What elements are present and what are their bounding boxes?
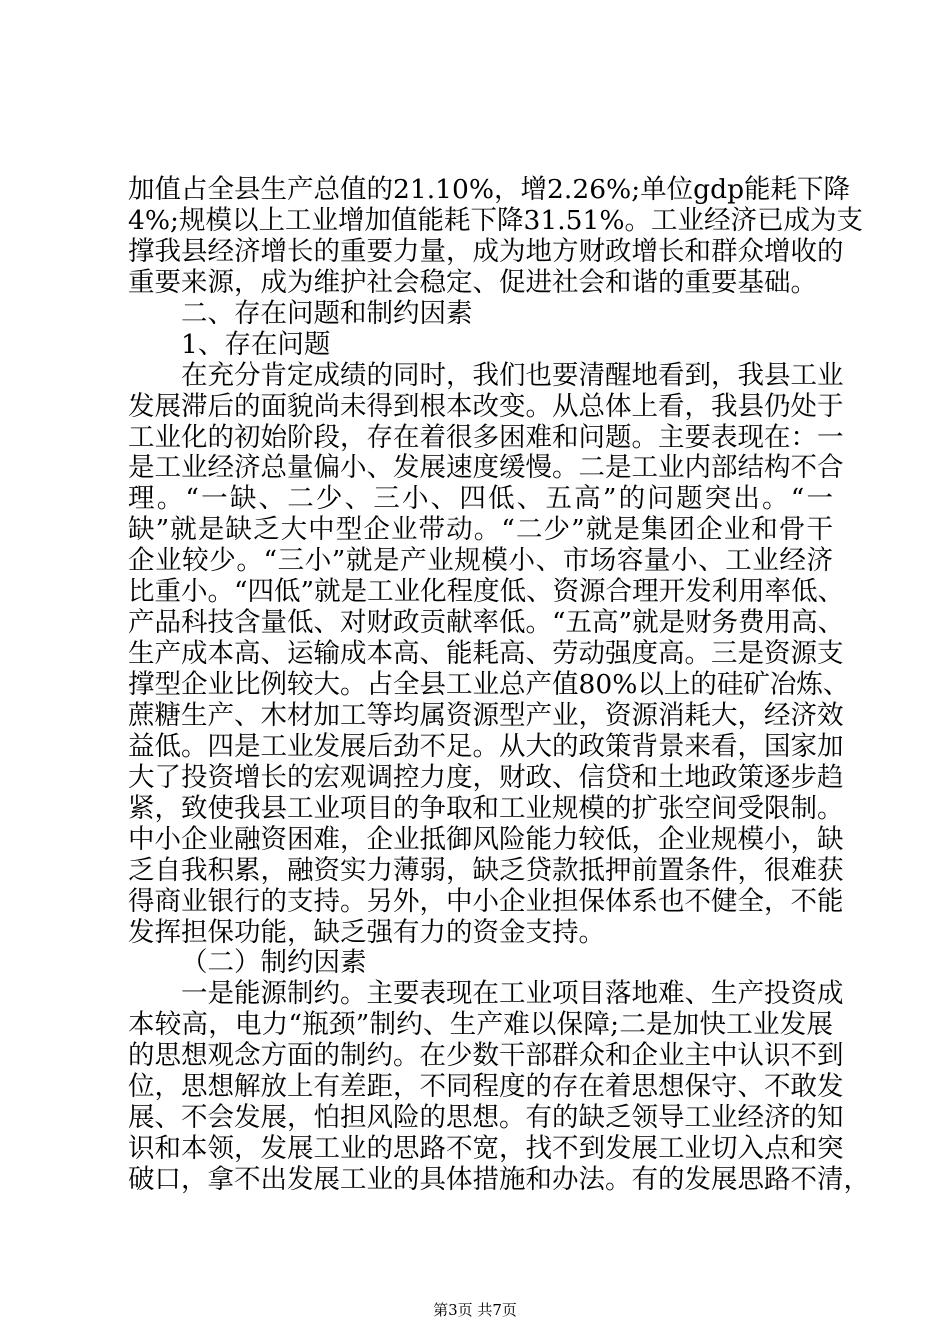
- text-line: 撑我县经济增长的重要力量，成为地方财政增长和群众增收的: [128, 235, 844, 267]
- text-line: 1、存在问题: [181, 328, 331, 360]
- text-line: 撑型企业比例较大。占全县工业总产值80%以上的硅矿冶炼、: [128, 669, 850, 700]
- text-line: 生产成本高、运输成本高、能耗高、劳动强度高。三是资源支: [128, 638, 844, 670]
- text-line: 蔗糖生产、木材加工等均属资源型产业，资源消耗大，经济效: [128, 699, 844, 731]
- text-line: 乏自我积累，融资实力薄弱，缺乏贷款抵押前置条件，很难获: [128, 854, 844, 886]
- text-line: 二、存在问题和制约因素: [181, 297, 473, 329]
- text-line: 得商业银行的支持。另外，中小企业担保体系也不健全，不能: [128, 885, 844, 917]
- text-line: 一是能源制约。主要表现在工业项目落地难、生产投资成: [181, 978, 844, 1010]
- text-line: 益低。四是工业发展后劲不足。从大的政策背景来看，国家加: [128, 730, 844, 762]
- text-line: （二）制约因素: [181, 947, 367, 979]
- text-line: 重要来源，成为维护社会稳定、促进社会和谐的重要基础。: [128, 266, 817, 298]
- text-line: 大了投资增长的宏观调控力度，财政、信贷和土地政策逐步趋: [128, 761, 844, 793]
- text-line: 4%;规模以上工业增加值能耗下降31.51%。工业经济已成为支: [128, 204, 864, 236]
- text-line: 的思想观念方面的制约。在少数干部群众和企业主中认识不到: [128, 1040, 844, 1072]
- text-line: 识和本领，发展工业的思路不宽，找不到发展工业切入点和突: [128, 1133, 844, 1165]
- text-line: 理。“一缺、二少、三小、四低、五高”的问题突出。“一: [128, 483, 833, 515]
- text-line: 紧，致使我县工业项目的争取和工业规模的扩张空间受限制。: [128, 792, 844, 824]
- page-number-label: 第3页 共7页: [433, 1301, 517, 1319]
- text-line: 产品科技含量低、对财政贡献率低。“五高”就是财务费用高、: [128, 607, 845, 639]
- page-footer: [0, 1300, 950, 1320]
- text-line: 在充分肯定成绩的同时，我们也要清醒地看到，我县工业: [181, 359, 844, 391]
- text-line: 位，思想解放上有差距，不同程度的存在着思想保守、不敢发: [128, 1071, 844, 1103]
- document-body: [128, 174, 870, 1196]
- text-line: 是工业经济总量偏小、发展速度缓慢。二是工业内部结构不合: [128, 452, 844, 484]
- text-line: 中小企业融资困难，企业抵御风险能力较低，企业规模小，缺: [128, 823, 844, 855]
- text-line: 比重小。“四低”就是工业化程度低、资源合理开发利用率低、: [128, 576, 845, 608]
- text-line: 展、不会发展，怕担风险的思想。有的缺乏领导工业经济的知: [128, 1102, 844, 1134]
- text-line: 本较高，电力“瓶颈”制约、生产难以保障;二是加快工业发展: [128, 1009, 833, 1041]
- text-line: 企业较少。“三小”就是产业规模小、市场容量小、工业经济: [128, 545, 833, 577]
- text-line: 发展滞后的面貌尚未得到根本改变。从总体上看，我县仍处于: [128, 390, 844, 422]
- text-line: 加值占全县生产总值的21.10%，增2.26%;单位gdp能耗下降: [128, 174, 851, 205]
- text-line: 发挥担保功能，缺乏强有力的资金支持。: [128, 916, 605, 948]
- text-line: 工业化的初始阶段，存在着很多困难和问题。主要表现在：一: [128, 421, 844, 453]
- text-line: 缺”就是缺乏大中型企业带动。“二少”就是集团企业和骨干: [128, 514, 833, 546]
- text-line: 破口，拿不出发展工业的具体措施和办法。有的发展思路不清，: [128, 1164, 870, 1195]
